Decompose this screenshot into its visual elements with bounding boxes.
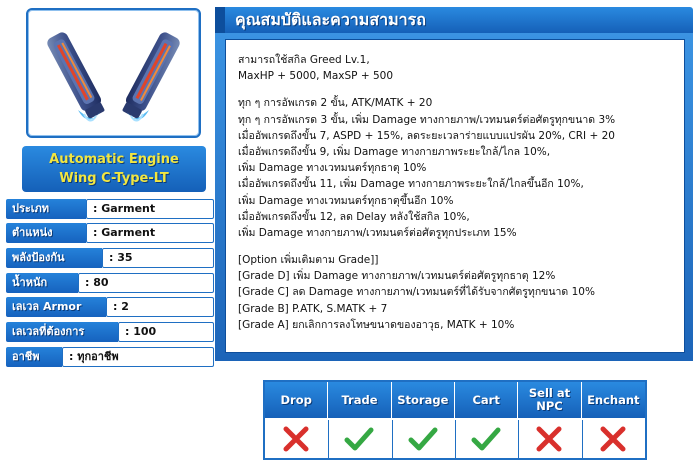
trade-label: Trade xyxy=(341,392,378,407)
cross-icon xyxy=(265,420,327,458)
trade-col-trade xyxy=(328,382,391,458)
desc-line: เพิ่ม Damage ทางเวทมนตร์ทุกธาตุขึ้นอีก 10% xyxy=(238,194,454,207)
trade-col-storage xyxy=(392,382,455,458)
stat-value: : 100 xyxy=(118,322,214,342)
cross-icon xyxy=(518,420,580,458)
properties-title: คุณสมบัติและความสามารถ xyxy=(235,10,426,29)
stat-row-defense xyxy=(6,248,214,268)
stat-value: : 2 xyxy=(106,297,214,317)
desc-line: [Grade D] เพิ่ม Damage ทางกายภาพ/เวทมนตร์ต่อศัตรูทุกธาตุ 12% xyxy=(238,270,556,283)
desc-line: เพิ่ม Damage ทางกายภาพ/เวทมนตร์ต่อศัตรูทุกประเภท 15% xyxy=(238,226,517,239)
stat-row-required-level xyxy=(6,322,214,342)
trade-col-drop xyxy=(265,382,328,458)
trade-col-enchant xyxy=(582,382,645,458)
stat-value: : Garment xyxy=(86,223,214,243)
stat-label: พลังป้องกัน xyxy=(6,248,102,268)
stat-row-position xyxy=(6,223,214,243)
stat-row-job xyxy=(6,347,214,367)
trade-col-sell-at-npc xyxy=(518,382,581,458)
description-panel xyxy=(215,33,693,361)
check-icon xyxy=(392,420,454,458)
desc-line: [Grade B] P.ATK, S.MATK + 7 xyxy=(238,302,388,315)
desc-line: เมื่ออัพเกรดถึงขั้น 9, เพิ่ม Damage ทางกายภาพระยะใกล้/ไกล 10%, xyxy=(238,145,551,158)
desc-line: [Option เพิ่มเติมตาม Grade]] xyxy=(238,254,379,267)
desc-line: เพิ่ม Damage ทางเวทมนตร์ทุกธาตุ 10% xyxy=(238,162,427,175)
desc-line: เมื่ออัพเกรดถึงขั้น 11, เพิ่ม Damage ทางกายภาพระยะใกล้/ไกลขึ้นอีก 10%, xyxy=(238,178,584,191)
stat-label: เลเวลที่ต้องการ xyxy=(6,322,118,342)
properties-header xyxy=(215,7,693,33)
stat-value: : 80 xyxy=(78,273,214,293)
stat-row-armor-level xyxy=(6,297,214,317)
stat-label: อาชีพ xyxy=(6,347,62,367)
item-name xyxy=(22,146,206,192)
desc-line: เมื่ออัพเกรดถึงขั้น 12, ลด Delay หลังใช้สกิล 10%, xyxy=(238,210,470,223)
item-image-frame xyxy=(26,8,201,138)
stat-value: : 35 xyxy=(102,248,214,268)
trade-restrictions-table xyxy=(263,380,647,460)
trade-label: Cart xyxy=(472,392,500,407)
desc-line: ทุก ๆ การอัพเกรด 3 ขั้น, เพิ่ม Damage ทางกายภาพ/เวทมนตร์ต่อศัตรูทุกขนาด 3% xyxy=(238,113,616,126)
cross-icon xyxy=(582,420,645,458)
desc-line: [Grade C] ลด Damage ทางกายภาพ/เวทมนตร์ที่ได้รับจากศัตรูทุกขนาด 10% xyxy=(238,286,595,299)
desc-line: เมื่ออัพเกรดถึงขั้น 7, ASPD + 15%, ลดระยะเวลาร่ายแบบแปรผัน 20%, CRI + 20 xyxy=(238,129,615,142)
desc-line: [Grade A] ยกเลิกการลงโทษขนาดของอาวุธ, MATK + 10% xyxy=(238,318,515,331)
stat-label: น้ำหนัก xyxy=(6,273,78,293)
desc-line: ทุก ๆ การอัพเกรด 2 ขั้น, ATK/MATK + 20 xyxy=(238,97,433,110)
trade-col-cart xyxy=(455,382,518,458)
check-icon xyxy=(455,420,517,458)
wing-garment-icon xyxy=(28,10,199,136)
item-name-line1: Automatic Engine xyxy=(49,152,179,167)
stat-row-type xyxy=(6,199,214,219)
desc-line: MaxHP + 5000, MaxSP + 500 xyxy=(238,70,394,83)
description-text xyxy=(225,39,685,353)
stat-label: ตำแหน่ง xyxy=(6,223,86,243)
trade-label: Sell at NPC xyxy=(528,386,571,413)
stat-value: : ทุกอาชีพ xyxy=(62,347,214,367)
stat-label: เลเวล Armor xyxy=(6,297,106,317)
item-name-line2: Wing C-Type-LT xyxy=(59,171,169,186)
trade-label: Drop xyxy=(280,392,312,407)
desc-line: สามารถใช้สกิล Greed Lv.1, xyxy=(238,54,370,66)
trade-label: Enchant xyxy=(587,392,640,407)
check-icon xyxy=(328,420,390,458)
stat-row-weight xyxy=(6,273,214,293)
stat-label: ประเภท xyxy=(6,199,86,219)
stat-value: : Garment xyxy=(86,199,214,219)
trade-label: Storage xyxy=(397,392,449,407)
